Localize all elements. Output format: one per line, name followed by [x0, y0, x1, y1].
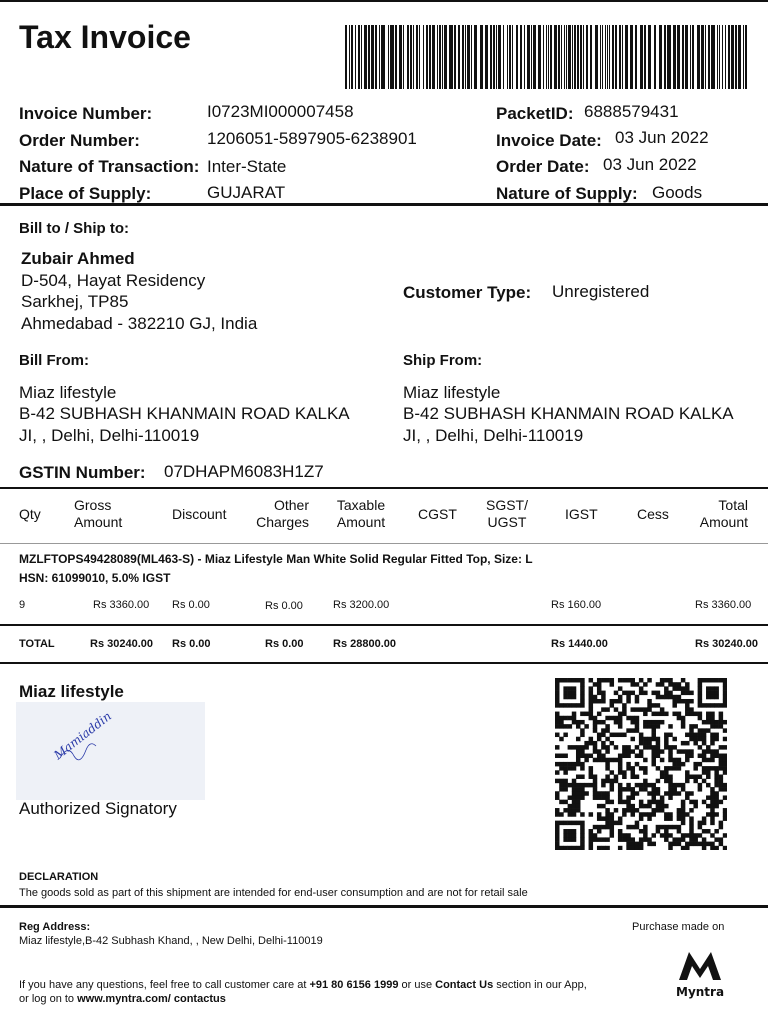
bill-to-line1: D-504, Hayat Residency	[21, 271, 206, 290]
order-date: 03 Jun 2022	[603, 155, 697, 174]
reg-address: Miaz lifestyle,B-42 Subhash Khand, , New Delhi, Delhi-110019	[19, 935, 323, 947]
item-gross: Rs 3360.00	[93, 599, 150, 611]
reg-address-label: Reg Address:	[19, 921, 91, 933]
order-number: 1206051-5897905-6238901	[207, 129, 417, 148]
ship-from-line2: B-42 SUBHASH KHANMAIN ROAD KALKA	[403, 404, 734, 423]
divider	[0, 487, 768, 489]
purchase-label: Purchase made on	[632, 921, 725, 933]
bill-from-line3: JI, , Delhi, Delhi-110019	[19, 426, 200, 445]
item-hsn: HSN: 61099010, 5.0% IGST	[19, 571, 171, 585]
th-sgst: SGST/ UGST	[485, 497, 528, 530]
total-gross: Rs 30240.00	[90, 638, 153, 650]
invoice-number: I0723MI000007458	[207, 102, 354, 121]
th-gross: Gross Amount	[74, 497, 123, 530]
bill-from-label: Bill From:	[19, 352, 89, 369]
item-qty: 9	[19, 599, 26, 611]
signature-image	[16, 702, 205, 800]
th-igst: IGST	[565, 506, 598, 522]
bill-to-label: Bill to / Ship to:	[19, 220, 129, 237]
total-label: TOTAL	[19, 638, 55, 650]
myntra-contact-url[interactable]: www.myntra.com/ contactus	[77, 993, 226, 1005]
ship-from-label: Ship From:	[403, 352, 483, 369]
place-supply-label: Place of Supply:	[19, 184, 152, 203]
declaration-title: DECLARATION	[19, 871, 99, 883]
qr-code	[555, 678, 727, 850]
total-taxable: Rs 28800.00	[333, 638, 396, 650]
customer-type: Unregistered	[552, 282, 650, 301]
th-discount: Discount	[172, 506, 227, 522]
barcode	[345, 25, 749, 89]
divider	[0, 905, 768, 908]
nature-supply-label: Nature of Supply:	[496, 184, 638, 203]
item-total: Rs 3360.00	[695, 599, 752, 611]
th-other: Other Charges	[256, 497, 309, 530]
svg-text:Mamiaddin: Mamiaddin	[51, 709, 115, 763]
total-amount: Rs 30240.00	[695, 638, 758, 650]
customer-type-label: Customer Type:	[403, 283, 532, 302]
th-total: Total Amount	[699, 497, 748, 530]
ship-from-line3: JI, , Delhi, Delhi-110019	[403, 426, 584, 445]
divider	[0, 543, 768, 544]
item-other: Rs 0.00	[265, 600, 303, 612]
th-cess: Cess	[637, 506, 669, 522]
nature-supply: Goods	[652, 183, 703, 202]
divider	[0, 662, 768, 664]
myntra-logo-icon	[675, 949, 725, 983]
item-igst: Rs 160.00	[551, 599, 602, 611]
item-taxable: Rs 3200.00	[333, 599, 390, 611]
packet-id: 6888579431	[584, 102, 679, 121]
contact-line-2: or log on to www.myntra.com/ contactus	[19, 993, 226, 1005]
myntra-brand: Myntra	[676, 985, 725, 999]
total-other: Rs 0.00	[265, 638, 304, 650]
bill-to-line3: Ahmedabad - 382210 GJ, India	[21, 314, 258, 333]
signatory-company: Miaz lifestyle	[19, 682, 124, 701]
divider	[0, 624, 768, 626]
contact-us-link[interactable]: Contact Us	[435, 979, 494, 991]
invoice-date: 03 Jun 2022	[615, 128, 709, 147]
item-discount: Rs 0.00	[172, 599, 210, 611]
th-qty: Qty	[19, 506, 41, 522]
th-taxable: Taxable Amount	[336, 497, 386, 530]
bill-from-line1: Miaz lifestyle	[19, 383, 117, 402]
declaration-text: The goods sold as part of this shipment are intended for end-user consumption and are not for retail sale	[19, 887, 528, 899]
top-border	[0, 0, 768, 2]
ship-from-line1: Miaz lifestyle	[403, 383, 501, 402]
nature-transaction-label: Nature of Transaction:	[19, 157, 200, 176]
total-discount: Rs 0.00	[172, 638, 211, 650]
gstin-value: 07DHAPM6083H1Z7	[164, 462, 324, 481]
order-date-label: Order Date:	[496, 157, 590, 176]
item-description: MZLFTOPS49428089(ML463-S) - Miaz Lifestyle Man White Solid Regular Fitted Top, Size: L	[19, 552, 533, 566]
invoice-date-label: Invoice Date:	[496, 131, 602, 150]
customer-name: Zubair Ahmed	[21, 249, 135, 268]
bill-from-line2: B-42 SUBHASH KHANMAIN ROAD KALKA	[19, 404, 350, 423]
invoice-number-label: Invoice Number:	[19, 104, 153, 123]
th-cgst: CGST	[418, 506, 457, 522]
place-supply: GUJARAT	[207, 183, 286, 202]
nature-transaction: Inter-State	[207, 157, 287, 176]
total-igst: Rs 1440.00	[551, 638, 608, 650]
packet-id-label: PacketID:	[496, 104, 574, 123]
order-number-label: Order Number:	[19, 131, 140, 150]
signatory-label: Authorized Signatory	[19, 799, 177, 818]
divider	[0, 203, 768, 206]
gstin-label: GSTIN Number:	[19, 463, 146, 482]
contact-line-1: If you have any questions, feel free to call customer care at +91 80 6156 1999 or use Contact Us section in our App,	[19, 979, 587, 991]
bill-to-line2: Sarkhej, TP85	[21, 292, 129, 311]
page-title: Tax Invoice	[19, 19, 191, 55]
customer-care-phone[interactable]: +91 80 6156 1999	[309, 979, 399, 991]
